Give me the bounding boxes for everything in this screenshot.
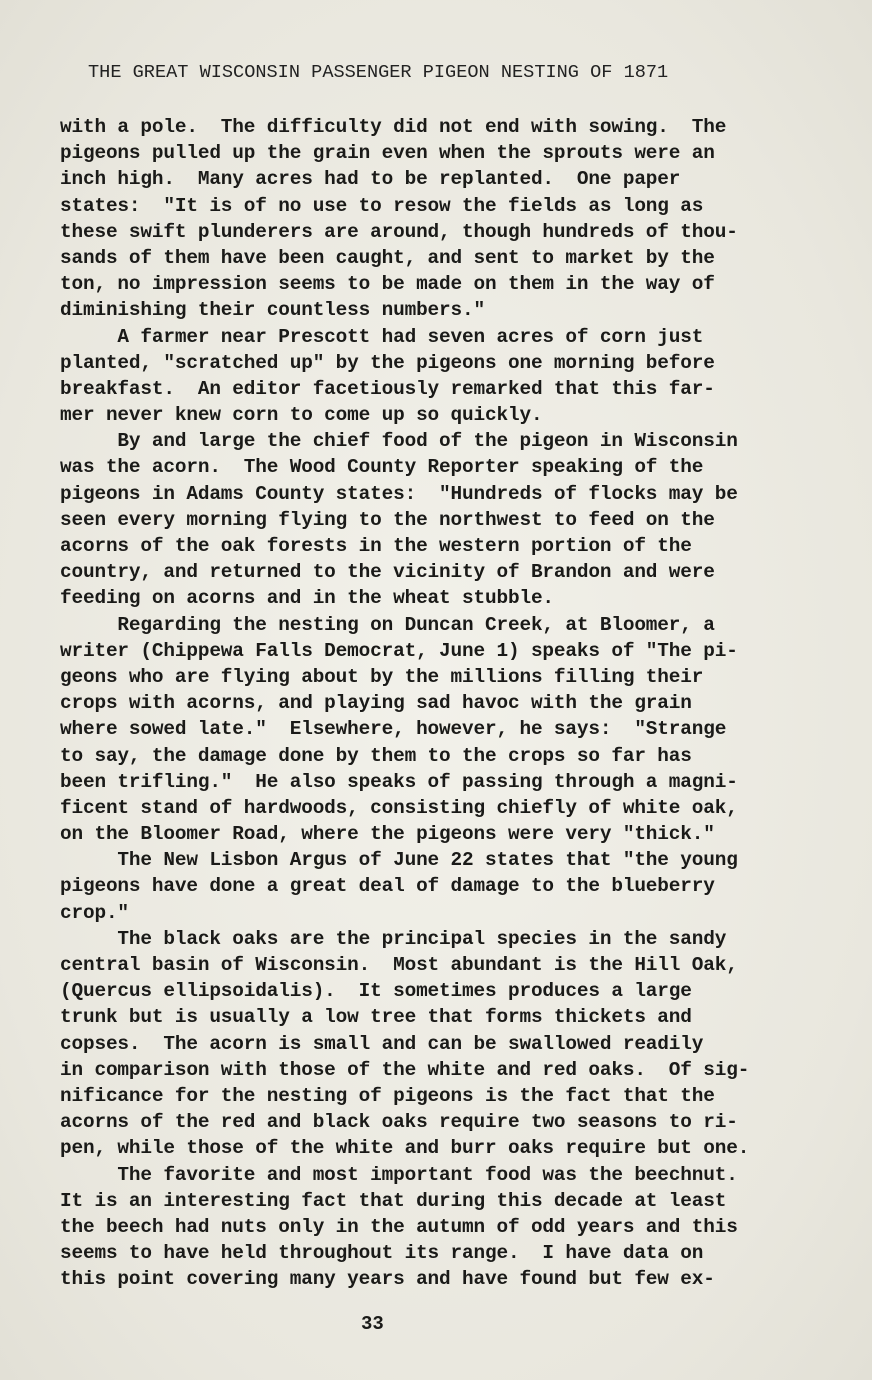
- page-number: 33: [361, 1313, 384, 1335]
- text-line: acorns of the red and black oaks require two seasons to ri-: [60, 1111, 738, 1134]
- text-line: geons who are flying about by the millions filling their: [60, 665, 704, 688]
- text-line: The New Lisbon Argus of June 22 states that "the young: [60, 849, 738, 872]
- text-line: seen every morning flying to the northwest to feed on the: [60, 508, 715, 531]
- text-line: to say, the damage done by them to the crops so far has: [60, 744, 692, 767]
- text-line: this point covering many years and have found but few ex-: [60, 1268, 715, 1291]
- text-line: A farmer near Prescott had seven acres of corn just: [60, 325, 704, 348]
- text-line: crop.": [60, 901, 129, 924]
- text-line: country, and returned to the vicinity of Brandon and were: [60, 561, 715, 584]
- text-line: ton, no impression seems to be made on them in the way of: [60, 273, 715, 296]
- text-line: The favorite and most important food was the beechnut.: [60, 1163, 738, 1186]
- text-line: writer (Chippewa Falls Democrat, June 1) speaks of "The pi-: [60, 639, 738, 662]
- text-line: sands of them have been caught, and sent to market by the: [60, 246, 715, 269]
- text-line: with a pole. The difficulty did not end with sowing. The: [60, 116, 727, 138]
- text-line: these swift plunderers are around, though hundreds of thou-: [60, 220, 738, 243]
- text-line: diminishing their countless numbers.": [60, 299, 485, 322]
- text-line: in comparison with those of the white and red oaks. Of sig-: [60, 1058, 750, 1081]
- text-line: seems to have held throughout its range. I have data on: [60, 1242, 704, 1265]
- text-line: acorns of the oak forests in the western portion of the: [60, 535, 692, 557]
- text-line: The black oaks are the principal species in the sandy: [60, 927, 727, 950]
- running-title: THE GREAT WISCONSIN PASSENGER PIGEON NESTING OF 1871: [88, 62, 669, 83]
- text-line: been trifling." He also speaks of passing through a magni-: [60, 770, 738, 793]
- text-line: Regarding the nesting on Duncan Creek, at Bloomer, a: [60, 613, 715, 636]
- text-line: nificance for the nesting of pigeons is the fact that the: [60, 1084, 715, 1107]
- text-line: breakfast. An editor facetiously remarked that this far-: [60, 377, 715, 400]
- text-line: pen, while those of the white and burr oaks require but one.: [60, 1137, 750, 1160]
- text-line: pigeons pulled up the grain even when the sprouts were an: [60, 142, 715, 165]
- text-line: the beech had nuts only in the autumn of odd years and this: [60, 1215, 738, 1238]
- text-line: inch high. Many acres had to be replanted. One paper: [60, 168, 681, 191]
- text-line: mer never knew corn to come up so quickly.: [60, 404, 543, 427]
- text-line: planted, "scratched up" by the pigeons one morning before: [60, 351, 715, 374]
- text-line: on the Bloomer Road, where the pigeons were very "thick.": [60, 823, 715, 846]
- text-line: (Quercus ellipsoidalis). It sometimes produces a large: [60, 980, 692, 1003]
- text-line: where sowed late." Elsewhere, however, he says: "Strange: [60, 718, 727, 741]
- body-text: [60, 114, 850, 1292]
- text-line: pigeons in Adams County states: "Hundreds of flocks may be: [60, 482, 738, 505]
- text-line: pigeons have done a great deal of damage to the blueberry: [60, 875, 715, 898]
- text-line: trunk but is usually a low tree that forms thickets and: [60, 1006, 692, 1029]
- text-line: states: "It is of no use to resow the fields as long as: [60, 194, 704, 217]
- text-line: ficent stand of hardwoods, consisting chiefly of white oak,: [60, 796, 738, 819]
- text-line: feeding on acorns and in the wheat stubble.: [60, 587, 554, 610]
- text-line: It is an interesting fact that during this decade at least: [60, 1189, 727, 1212]
- text-line: central basin of Wisconsin. Most abundant is the Hill Oak,: [60, 954, 738, 976]
- text-line: By and large the chief food of the pigeon in Wisconsin: [60, 430, 738, 453]
- text-line: crops with acorns, and playing sad havoc with the grain: [60, 692, 692, 715]
- text-line: was the acorn. The Wood County Reporter speaking of the: [60, 456, 704, 479]
- text-line: copses. The acorn is small and can be swallowed readily: [60, 1032, 704, 1055]
